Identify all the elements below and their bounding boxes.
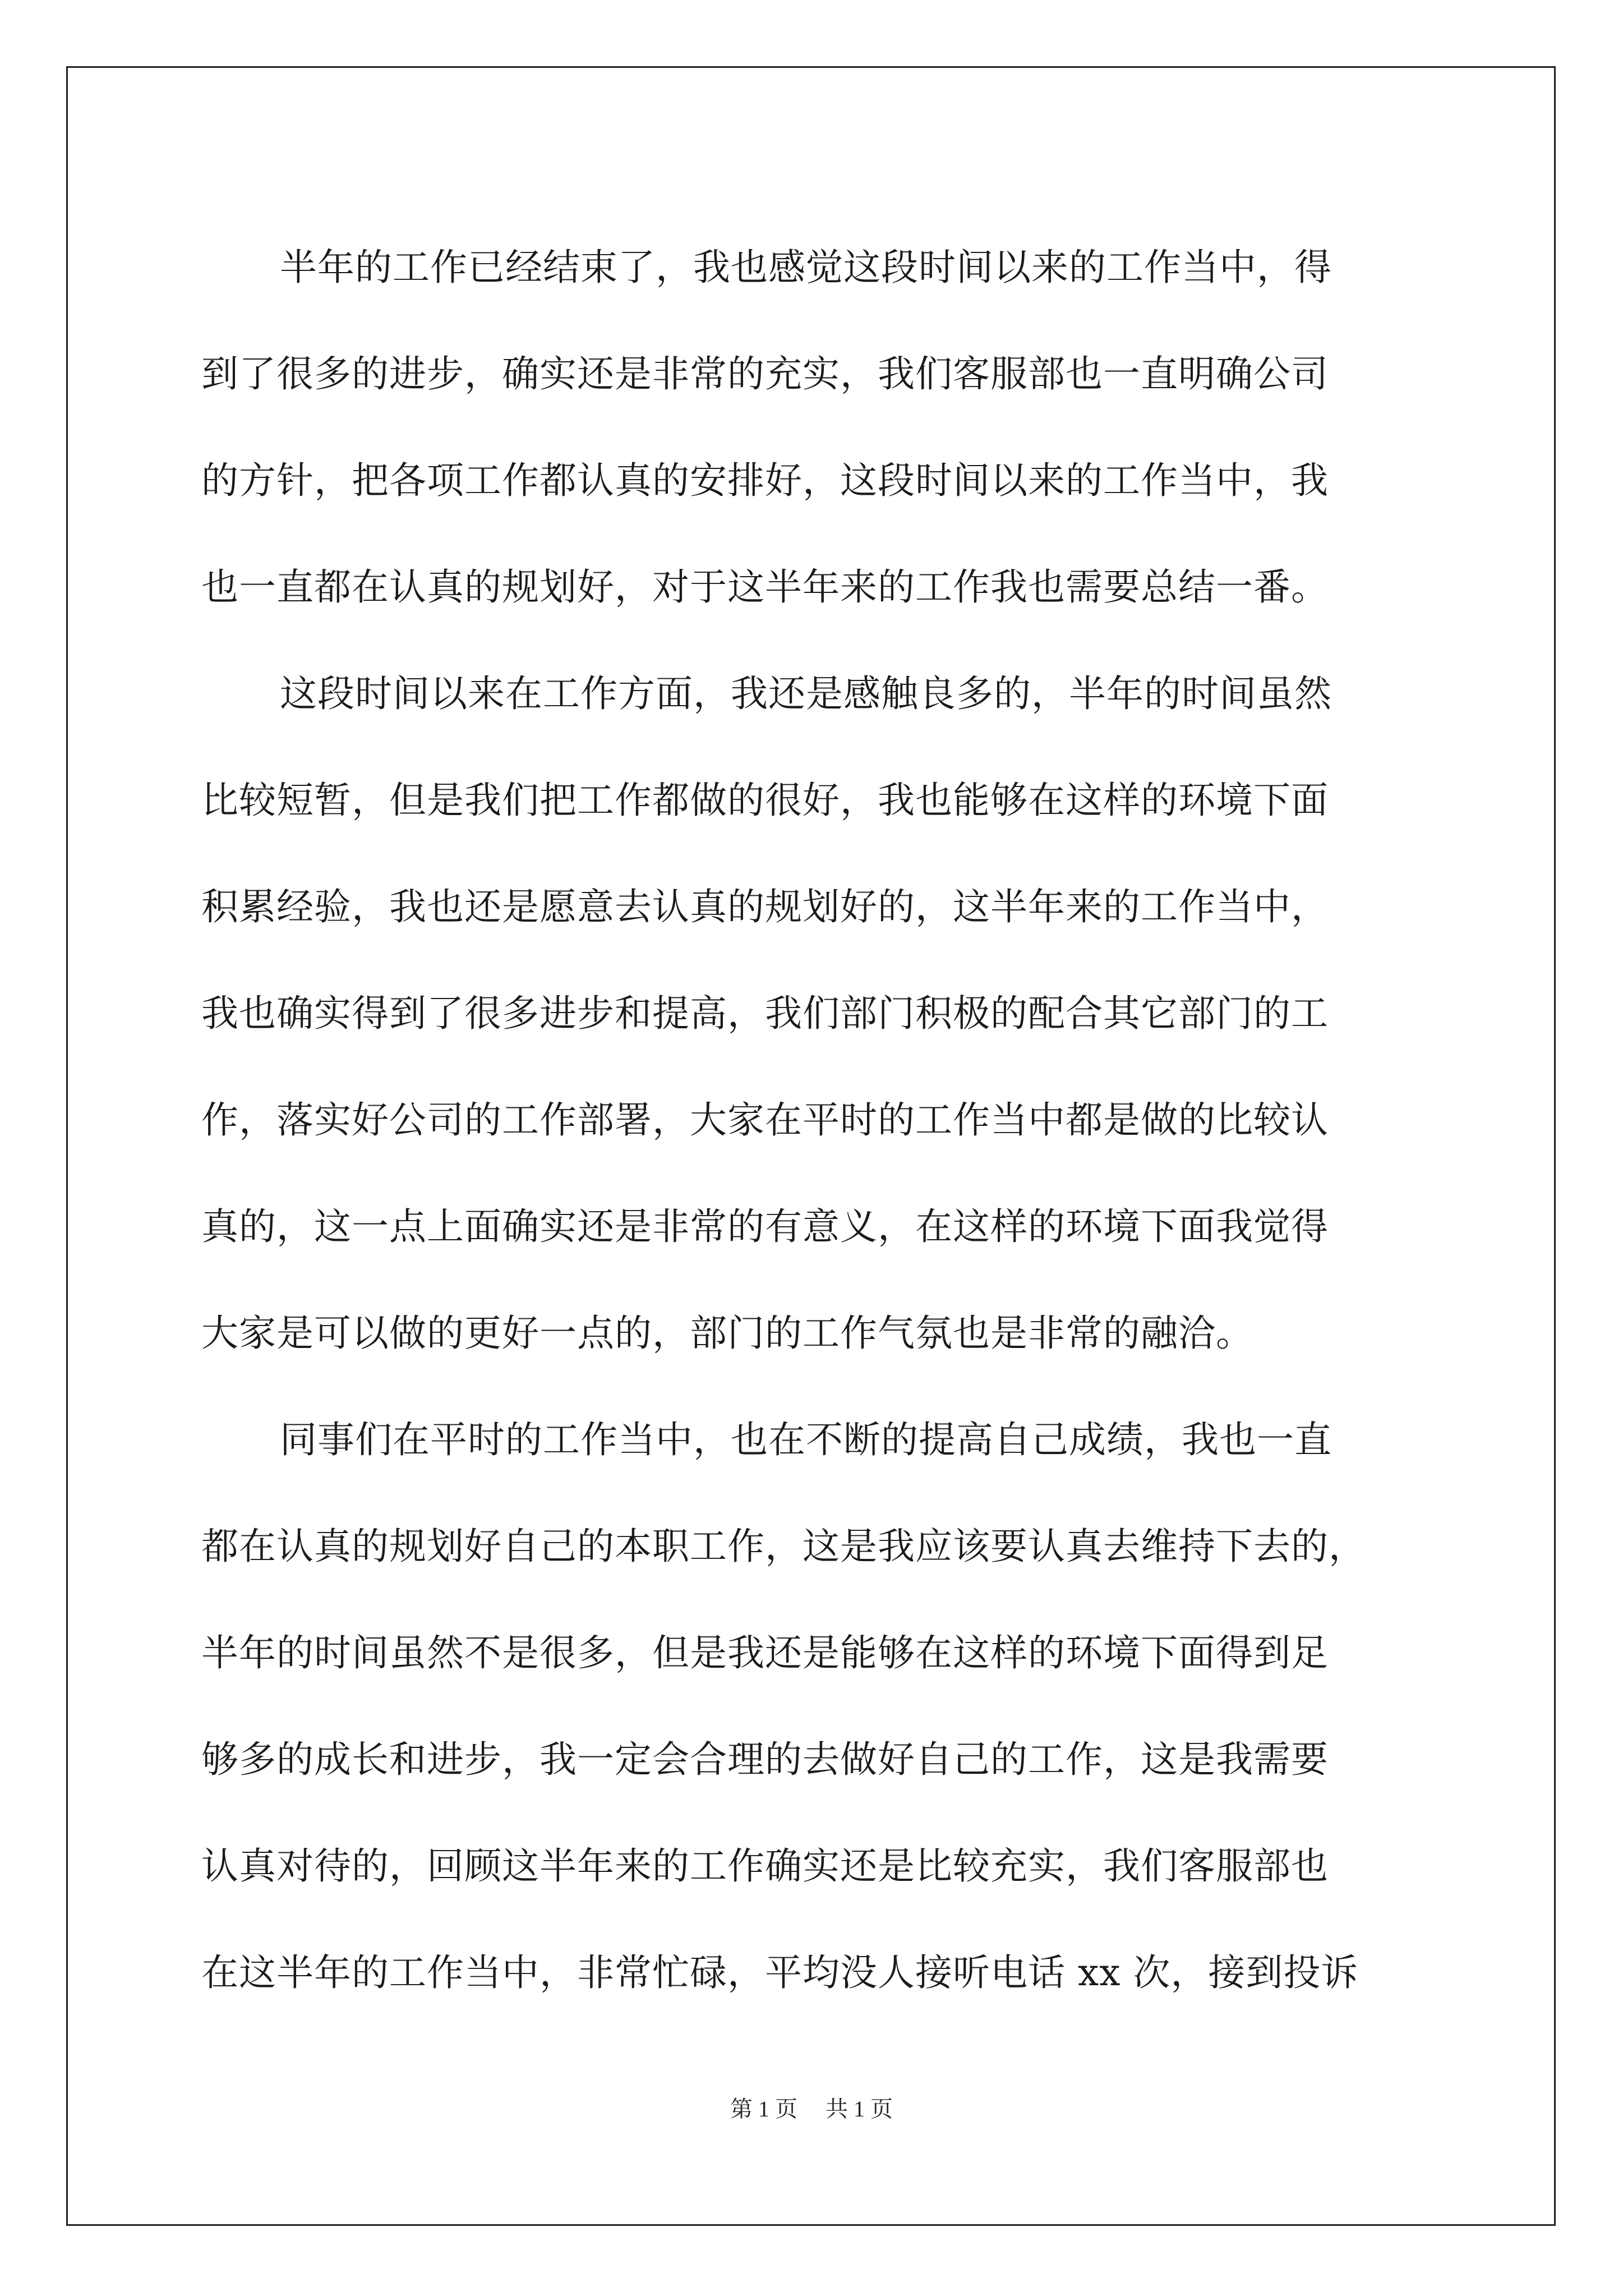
paragraph-2-line-7: 大家是可以做的更好一点的，部门的工作气氛也是非常的融洽。 bbox=[201, 1312, 1253, 1355]
paragraph-1-line-4: 也一直都在认真的规划好，对于这半年来的工作我也需要总结一番。 bbox=[201, 565, 1329, 609]
paragraph-1-line-3: 的方针，把各项工作都认真的安排好，这段时间以来的工作当中，我 bbox=[201, 459, 1329, 502]
paragraph-2-line-5: 作，落实好公司的工作部署，大家在平时的工作当中都是做的比较认 bbox=[201, 1098, 1329, 1142]
paragraph-2-line-2: 比较短暂，但是我们把工作都做的很好，我也能够在这样的环境下面 bbox=[201, 779, 1329, 822]
page-number-current: 第 1 页 bbox=[730, 2096, 797, 2122]
paragraph-3-line-4: 够多的成长和进步，我一定会合理的去做好自己的工作，这是我需要 bbox=[201, 1738, 1329, 1781]
paragraph-3-line-3: 半年的时间虽然不是很多，但是我还是能够在这样的环境下面得到足 bbox=[201, 1631, 1329, 1674]
paragraph-2-line-6: 真的，这一点上面确实还是非常的有意义，在这样的环境下面我觉得 bbox=[201, 1205, 1329, 1248]
paragraph-2-line-4: 我也确实得到了很多进步和提高，我们部门积极的配合其它部门的工 bbox=[201, 992, 1329, 1035]
paragraph-2-line-3: 积累经验，我也还是愿意去认真的规划好的，这半年来的工作当中， bbox=[201, 885, 1329, 928]
paragraph-3-line-6: 在这半年的工作当中，非常忙碌，平均没人接听电话 xx 次，接到投诉 bbox=[201, 1951, 1359, 1994]
page-number-total: 共 1 页 bbox=[826, 2096, 893, 2122]
paragraph-3-line-1: 同事们在平时的工作当中，也在不断的提高自己成绩，我也一直 bbox=[280, 1418, 1332, 1461]
page-footer bbox=[0, 2091, 1623, 2123]
document-body bbox=[201, 214, 1424, 2026]
paragraph-1-line-2: 到了很多的进步，确实还是非常的充实，我们客服部也一直明确公司 bbox=[201, 352, 1329, 395]
paragraph-3-line-2: 都在认真的规划好自己的本职工作，这是我应该要认真去维持下去的， bbox=[201, 1525, 1366, 1568]
paragraph-3-line-5: 认真对待的，回顾这半年来的工作确实还是比较充实，我们客服部也 bbox=[201, 1844, 1329, 1888]
paragraph-1-line-1: 半年的工作已经结束了，我也感觉这段时间以来的工作当中，得 bbox=[280, 246, 1332, 289]
paragraph-2-line-1: 这段时间以来在工作方面，我还是感触良多的，半年的时间虽然 bbox=[280, 672, 1332, 715]
